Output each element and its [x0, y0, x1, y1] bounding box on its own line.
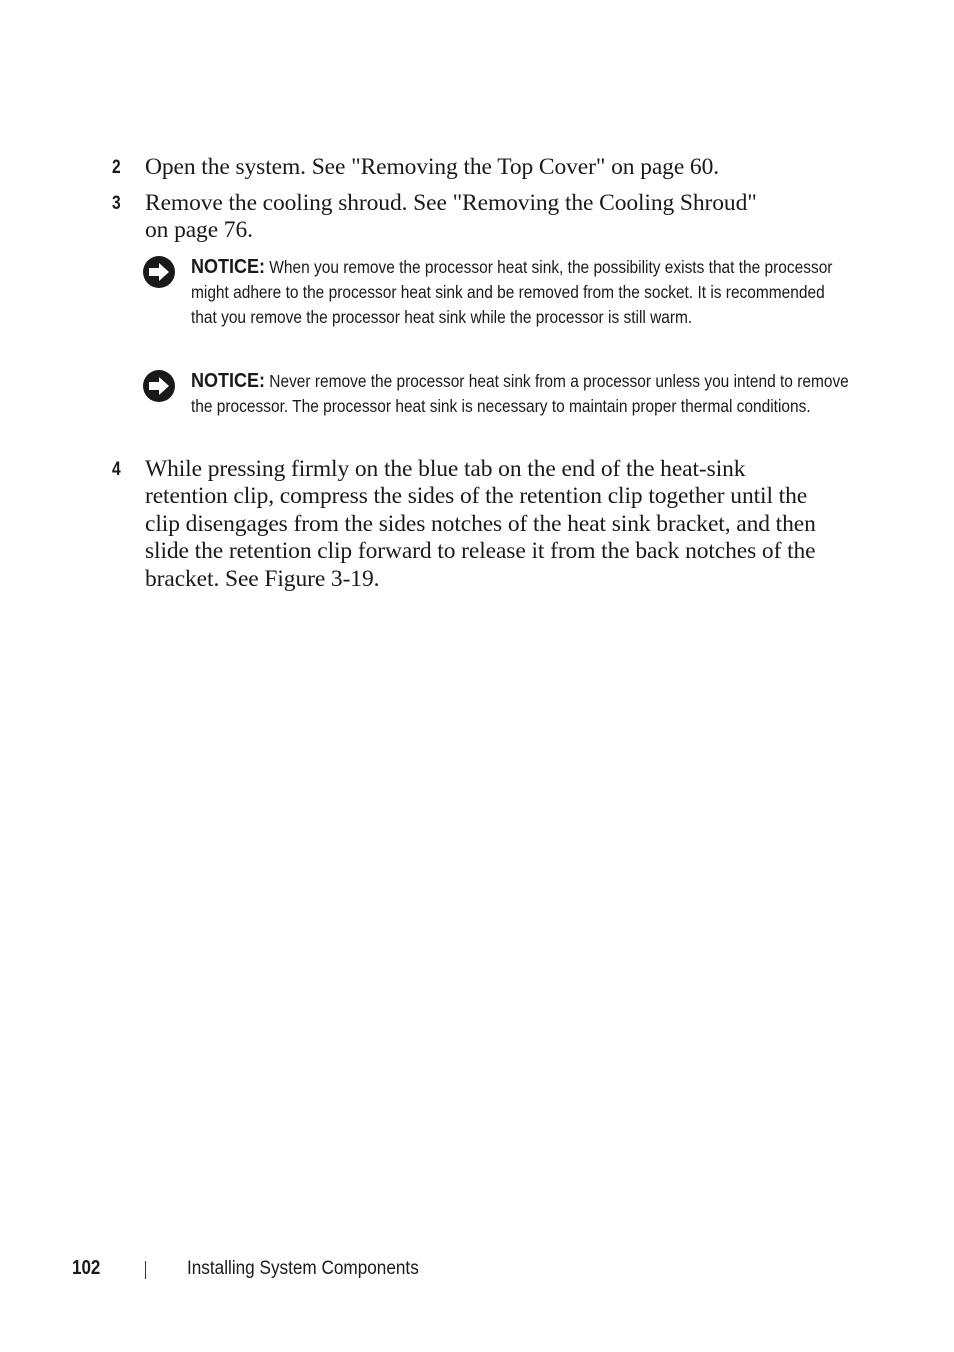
footer-divider [145, 1261, 146, 1279]
notice-text [191, 369, 853, 419]
step-number: 2 [112, 157, 121, 178]
step-number: 4 [112, 459, 121, 480]
step-text: Open the system. See "Removing the Top Cover" on page 60. [145, 154, 720, 180]
step-text: Remove the cooling shroud. See "Removing the Cooling Shroud" on page 76. [145, 190, 757, 244]
notice-arrow-icon [142, 255, 176, 289]
step-number: 3 [112, 193, 121, 214]
notice-body: Never remove the processor heat sink from a processor unless you intend to remove the processor. The processor heat sink is necessary to maintain proper thermal conditions. [191, 371, 849, 416]
notice-label: NOTICE: [191, 370, 265, 392]
section-title: Installing System Components [187, 1257, 419, 1279]
notice-body: When you remove the processor heat sink, the possibility exists that the processor might adhere to the processor heat sink and be removed from the socket. It is recommended that you remove the processor heat sink while the processor is still warm. [191, 257, 833, 327]
notice-label: NOTICE: [191, 256, 265, 278]
notice-text [191, 255, 853, 330]
step-text: While pressing firmly on the blue tab on the end of the heat-sink retention clip, compress the sides of the retention clip together until the clip disengages from the sides notches of the heat sink bracket, and then slide the retention clip forward to release it from the back notches of the bracket. See Figure 3-19. [145, 456, 816, 592]
notice-arrow-icon [142, 369, 176, 403]
page-number: 102 [72, 1257, 101, 1279]
